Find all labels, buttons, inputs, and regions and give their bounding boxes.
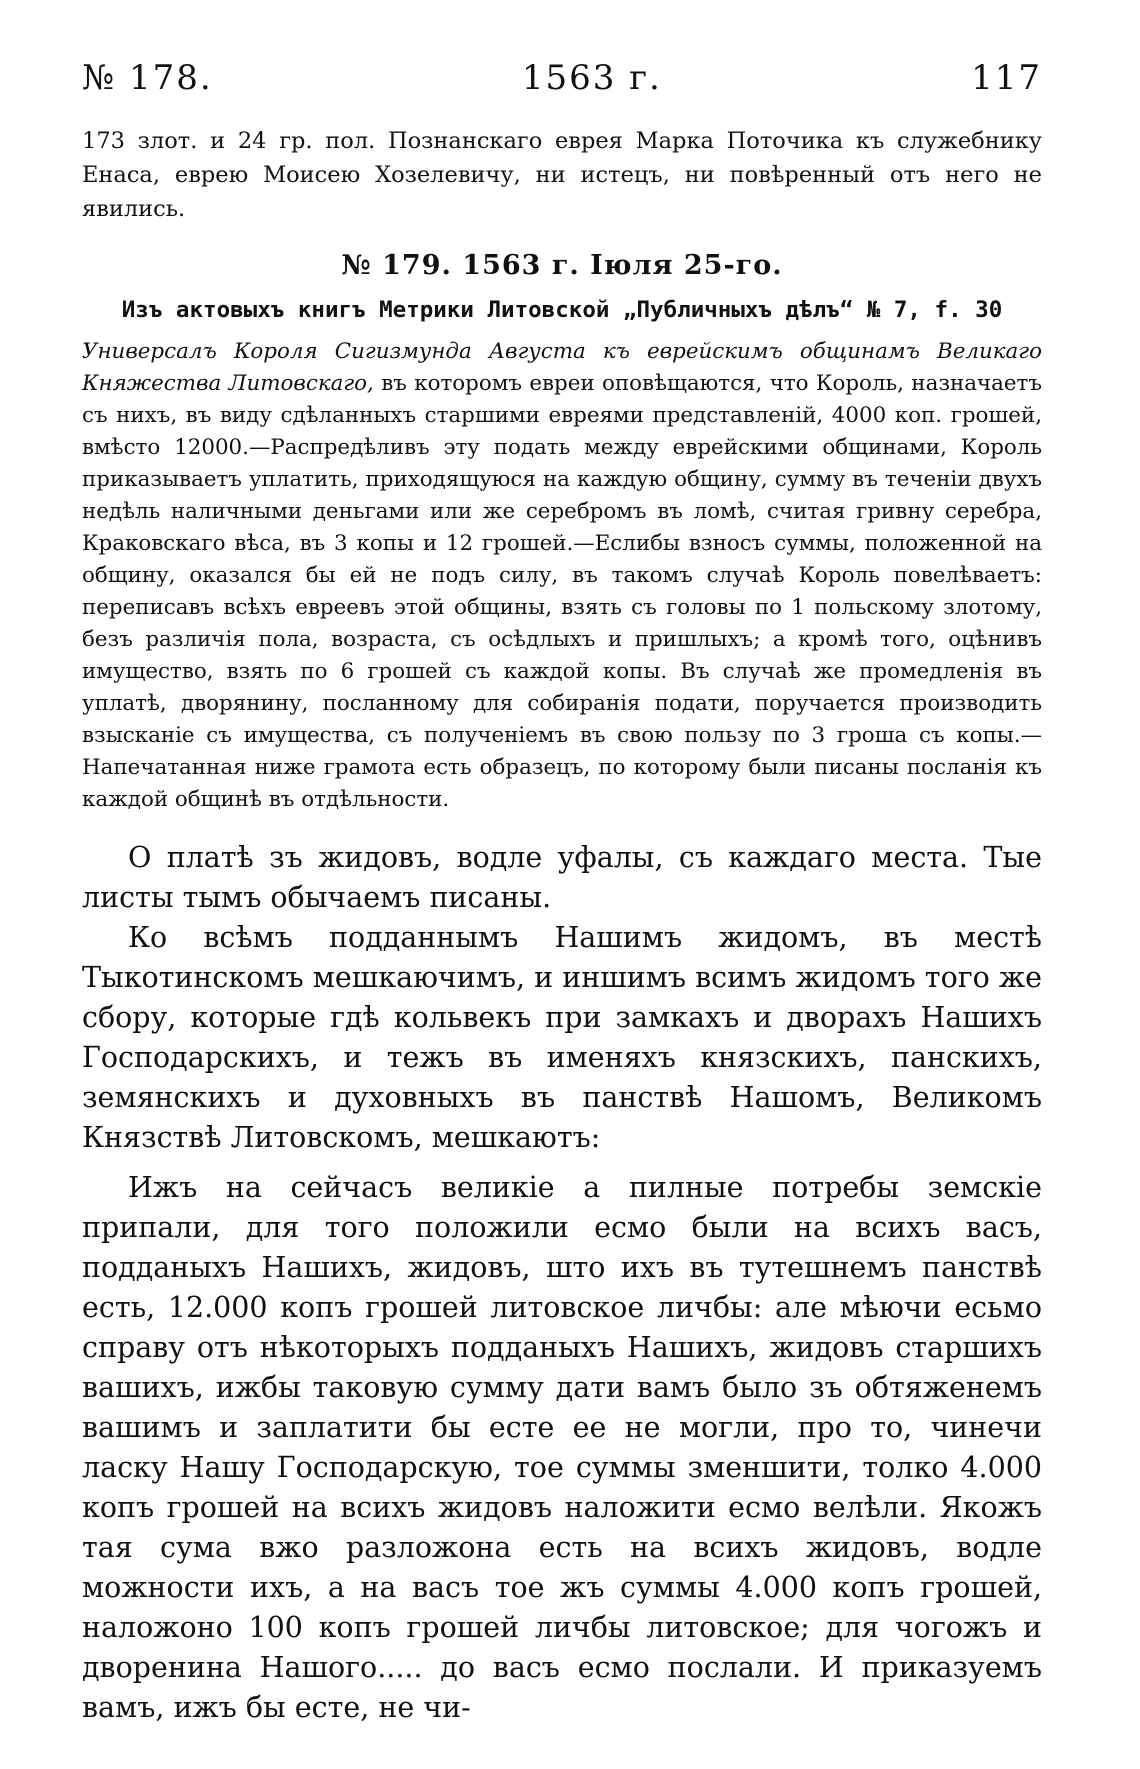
previous-document-continuation: 173 злот. и 24 гр. пол. Познанскаго еврея Марка Поточика къ служебнику Енаса, еврею Моисею Хозелевичу, ни истецъ, ни повѣренный отъ него не явились.: [82, 128, 1042, 222]
charter-heading-paragraph: О платѣ зъ жидовъ, водле уфалы, съ каждаго места. Тые листы тымъ обычаемъ писаны.: [82, 841, 1042, 914]
document-summary: [82, 336, 1042, 816]
summary-rest: въ которомъ евреи оповѣщаются, что Король, назначаетъ съ нихъ, въ виду сдѣланныхъ старшими евреями представленій, 4000 коп. грошей, вмѣсто 12000.—Распредѣливъ эту подать между еврейскими общинами, Король приказываетъ уплатить, приходящуюся на каждую общину, сумму въ теченіи двухъ недѣль наличными деньгами или же серебромъ въ ломѣ, считая гривну серебра, Краковскаго вѣса, въ 3 копы и 12 грошей.—Еслибы взносъ суммы, положенной на общину, оказался бы ей не подъ силу, въ такомъ случаѣ Король повелѣваетъ: переписавъ всѣхъ евреевъ этой общины, взять съ головы по 1 польскому злотому, безъ различія пола, возраста, съ осѣдлыхъ и пришлыхъ; а кромѣ того, оцѣнивъ имущество, взять по 6 грошей съ каждой копы. Въ случаѣ же промедленія въ уплатѣ, дворянину, посланному для собиранія подати, поручается производить взысканіе съ имущества, съ полученіемъ въ свою пользу по 3 гроша съ копы.—Напечатанная ниже грамота есть образецъ, по которому были писаны посланія къ каждой общинѣ въ отдѣльности.: [82, 371, 1042, 812]
header-page-number: 117: [971, 58, 1042, 98]
document-title: № 179. 1563 г. Іюля 25-го.: [341, 250, 783, 281]
summary-lead: Универсалъ Короля Сигизмунда Августа къ еврейскимъ общинамъ Великаго Княжества Литовскаго,: [82, 339, 1042, 396]
header-year: 1563 г.: [521, 58, 662, 98]
archival-source: Изъ актовыхъ книгъ Метрики Литовской „Публичныхъ дѣлъ“ № 7, f. 30: [121, 297, 1003, 323]
charter-address-paragraph: Ко всѣмъ подданнымъ Нашимъ жидомъ, въ местѣ Тыкотинскомъ мешкаючимъ, и иншимъ всимъ жидомъ того же сбору, которые гдѣ кольвекъ при замкахъ и дворахъ Нашихъ Господарскихъ, и тежъ въ именяхъ князскихъ, панскихъ, земянскихъ и духовныхъ въ панствѣ Нашомъ, Великомъ Князствѣ Литовскомъ, мешкаютъ:: [82, 921, 1042, 1154]
header-document-number: № 178.: [82, 58, 213, 98]
running-header: [82, 58, 1042, 98]
book-page: [82, 58, 1042, 1728]
charter-main-paragraph: Ижъ на сейчасъ великіе а пилные потребы земскіе припали, для того положили есмо были на всихъ васъ, подданыхъ Нашихъ, жидовъ, што ихъ въ тутешнемъ панствѣ есть, 12.000 копъ грошей литовское личбы: але мѣючи есьмо справу отъ нѣкоторыхъ подданыхъ Нашихъ, жидовъ старшихъ вашихъ, ижбы таковую сумму дати вамъ было зъ обтяженемъ вашимъ и заплатити бы есте ее не могли, про то, чинечи ласку Нашу Господарскую, тое суммы зменшити, толко 4.000 копъ грошей на всихъ жидовъ наложити есмо велѣли. Якожъ тая сума вжо разложона есть на всихъ жидовъ, водле можности ихъ, а на васъ тое жъ суммы 4.000 копъ грошей, наложоно 100 копъ грошей личбы литовское; для чогожъ и дворенина Нашого..... до васъ есмо послали. И приказуемъ вамъ, ижъ бы есте, не чи-: [82, 1171, 1042, 1724]
